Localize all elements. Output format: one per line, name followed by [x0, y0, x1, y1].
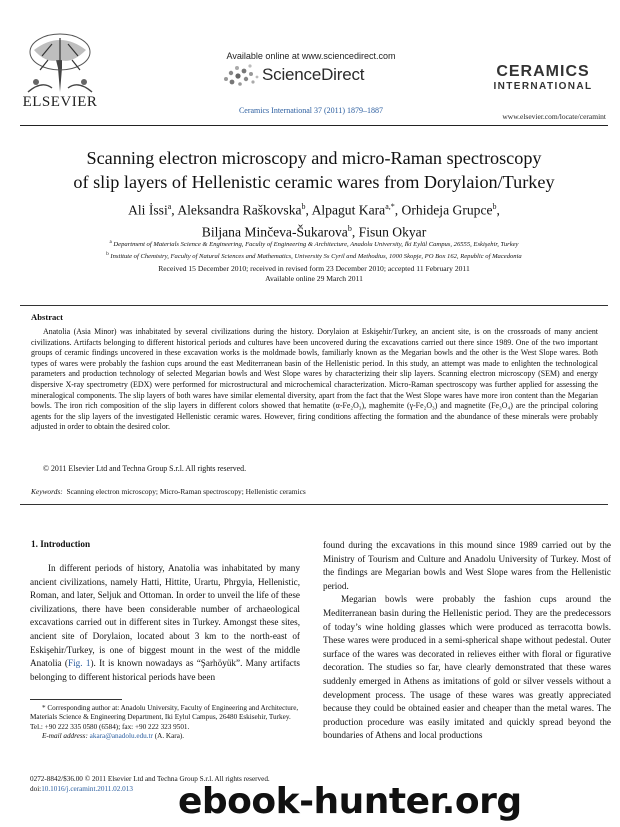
- author-affil-mark[interactable]: b: [301, 202, 306, 211]
- journal-logo-title: CERAMICS: [496, 63, 590, 80]
- affiliation-a: [20, 238, 608, 250]
- intro-paragraph-1-continued: found during the excavations in this mound since 1989 carried out by the Ministry of Tourism and Culture and Anadolu University of Turkey. Most of the findings are Megarian bowls and West Slope wares from the Hellenistic period.: [323, 540, 611, 591]
- email-suffix: (A. Kara).: [154, 732, 185, 741]
- journal-citation-link[interactable]: Ceramics International 37 (2011) 1879–1887: [238, 106, 384, 115]
- author-line-2: Biljana Minčeva-Šukarova$^b$, Fisun Okyar: [201, 223, 427, 240]
- abstract-bottom-divider: [20, 504, 608, 505]
- publisher-name: ELSEVIER: [22, 94, 98, 110]
- header-divider: [20, 125, 608, 126]
- left-column: [30, 562, 300, 684]
- keywords-label: Keywords:: [31, 487, 63, 496]
- sciencedirect-logo[interactable]: [222, 62, 402, 88]
- author-affil-mark[interactable]: b: [492, 202, 497, 211]
- abstract-heading: Abstract: [31, 312, 63, 322]
- paragraph-text: In different periods of history, Anatolia was inhabitated by many ancient civilizations, namely Hatti, Hittite, Urartu, Phrgyia, Hellenistic, Roman, and later, Seljuk and Ottoman. In order to unveil the life of these civilizations, there have been considerable number of archaeological excavations carried out in different sites in Turkey. Amongst these sites, ancient site of Dorylaion, located about 3 km to the north-east of Eskişehir/Turkey, is one of biggest mount in the west of the middle Anatolia (: [30, 563, 300, 669]
- journal-logo-subtitle: INTERNATIONAL: [493, 81, 593, 92]
- affiliation-b: [20, 250, 608, 262]
- article-title: [20, 146, 608, 194]
- author-name[interactable]: Orhideja Grupce: [401, 202, 493, 218]
- affiliation-text: Department of Materials Science & Engineering, Faculty of Engineering & Architecture, Anadolu University, İki Eylül Campus, 26555, Eskişehir, Turkey: [113, 241, 519, 249]
- elsevier-tree-logo: [22, 30, 98, 94]
- author-name[interactable]: Biljana Minčeva-Šukarova: [201, 224, 348, 240]
- paragraph-text: ). It is known nowadays as “Şarhöyük”. Many artifacts belonging to different historical periods have been: [30, 658, 300, 682]
- author-line-1: Ali İssi$^a$, Aleksandra Raškovska$^b$, Alpagut Kara$^{a,*}$, Orhideja Grupce$^b$,: [128, 202, 500, 218]
- affiliation-text: Institute of Chemistry, Faculty of Natural Sciences and Mathematics, University Ss Cyril and Methodius, 1000 Skopje, PO Box 162, Republic of Macedonia: [110, 253, 522, 261]
- email-link[interactable]: akara@anadolu.edu.tr: [89, 732, 153, 741]
- abstract-top-divider: [20, 305, 608, 306]
- sciencedirect-dots-icon: [222, 63, 260, 87]
- title-line-2: of slip layers of Hellenistic ceramic wares from Dorylaion/Turkey: [73, 172, 555, 192]
- right-column: [323, 539, 611, 743]
- issn-line: 0272-8842/$36.00 © 2011 Elsevier Ltd and Techna Group S.r.l. All rights reserved.: [30, 775, 270, 783]
- section-heading-introduction: 1. Introduction: [31, 539, 91, 549]
- author-name[interactable]: Alpagut Kara: [311, 202, 386, 218]
- intro-paragraph-1: [30, 562, 300, 684]
- author-list: [20, 198, 608, 241]
- figure-link[interactable]: Fig. 1: [68, 658, 91, 669]
- journal-homepage-link[interactable]: www.elsevier.com/locate/ceramint: [502, 112, 606, 121]
- watermark-text: ebook-hunter.org: [178, 781, 522, 822]
- footnote-email: [30, 732, 305, 741]
- corresponding-author-footnote: [30, 704, 305, 742]
- doi-label: doi:: [30, 785, 42, 793]
- abstract-copyright: © 2011 Elsevier Ltd and Techna Group S.r.l. All rights reserved.: [43, 464, 247, 473]
- author-name[interactable]: Aleksandra Raškovska: [177, 202, 302, 218]
- footnote-text: * Corresponding author at: Anadolu University, Faculty of Engineering and Architecture, Materials Science & Engineering Department, Iki Eylul Campus, 26480 Eskisehir, Turkey. Tel.: +90 222 335 0580 (6584); fax: +90 222 323 9501.: [30, 704, 299, 731]
- keywords: [31, 487, 306, 496]
- title-line-1: Scanning electron microscopy and micro-Raman spectroscopy: [86, 148, 542, 168]
- author-name[interactable]: Ali İssi: [128, 202, 168, 218]
- email-label: E-mail address:: [42, 732, 88, 741]
- sciencedirect-wordmark: ScienceDirect: [262, 65, 365, 84]
- author-affil-mark[interactable]: a: [167, 202, 172, 211]
- journal-header: [0, 0, 620, 128]
- affiliation-mark: a: [109, 240, 112, 245]
- doi-link[interactable]: 10.1016/j.ceramint.2011.02.013: [41, 785, 133, 793]
- intro-paragraph-2: Megarian bowls were probably the fashion cups around the Mediterranean basin during the Hellenistic period. They are the predecessors of today’s wine holding glasses which were produced as terracotta bowls. These wares were produced in a semi-spherical shape without pedestal. Outer surface of the wares was decorated in relieves either with floral or figurative decoration. The studies so far, have clearly demonstrated that these wares suddenly emerged in Athens as imitations of gold or silver vessels without a development process. The usage of these wares was greatly appreciated because they could be obtained easier and cheaper than the metal wares. The production procedure was easily imitated and quickly spread beyond the boundaries of Athens and local productions: [323, 594, 611, 741]
- keywords-list: Scanning electron microscopy; Micro-Raman spectroscopy; Hellenistic ceramics: [66, 487, 306, 496]
- affiliations: [20, 238, 608, 262]
- available-online-text[interactable]: Available online at www.sciencedirect.com: [226, 51, 396, 61]
- footnote-divider: [30, 699, 122, 700]
- author-name[interactable]: Fisun Okyar: [358, 224, 427, 240]
- affiliation-mark: b: [106, 252, 109, 258]
- received-dates: Received 15 December 2010; received in revised form 23 December 2010; accepted 11 February 2011: [158, 264, 470, 273]
- article-history: [20, 264, 608, 284]
- available-date: Available online 29 March 2011: [265, 274, 363, 283]
- abstract-body: Anatolia (Asia Minor) was inhabitated by several civilizations during the history. Dorylaion at Eskişehir/Turkey, an ancient site, is on the crossroads of many ancient civilizations. Artifacts belonging to different historical periods and cultures have been uncovered during the excavations carried out there since 1989. One of the two important groups of ceramic findings uncovered in these excavation works is the moldmade bowls, familiarly known as the Megarian bowls and the other is the West Slope wares. Both types of wares were probably the fashion cups around the east Mediterranean basin of the Hellenistic period. In this study, an attempt was made to enlighten the technological parameters and production technology of selected Megarian bowls and West Slope wares by characterizing their slip layers. Scanning electron microscopy (SEM) and energy dispersive X-ray spectrometry (EDX) were performed for microstructural and microchemical characterization. Micro-Raman spectroscopy was further applied for assessing the mineralogical components. The slip layers of both wares have similar elemental diversity, apart from the fact that the West Slope wares have more iron content than the Megarian bowls. The iron rich composition of the slip layers in different colors showed that hematite (α-Fe₂O₃), maghemite (γ-Fe₂O₃) and magnetite (Fe₃O₄) are the principal coloring agents for the slip layers of the investigated Hellenistic ceramic wares. However, firing conditions affecting the formation and the abundance of these minerals were probably adjusted in order to obtain the desired color.: [31, 327, 598, 432]
- author-affil-mark[interactable]: b: [347, 223, 352, 233]
- author-affil-mark[interactable]: a,*: [385, 202, 395, 211]
